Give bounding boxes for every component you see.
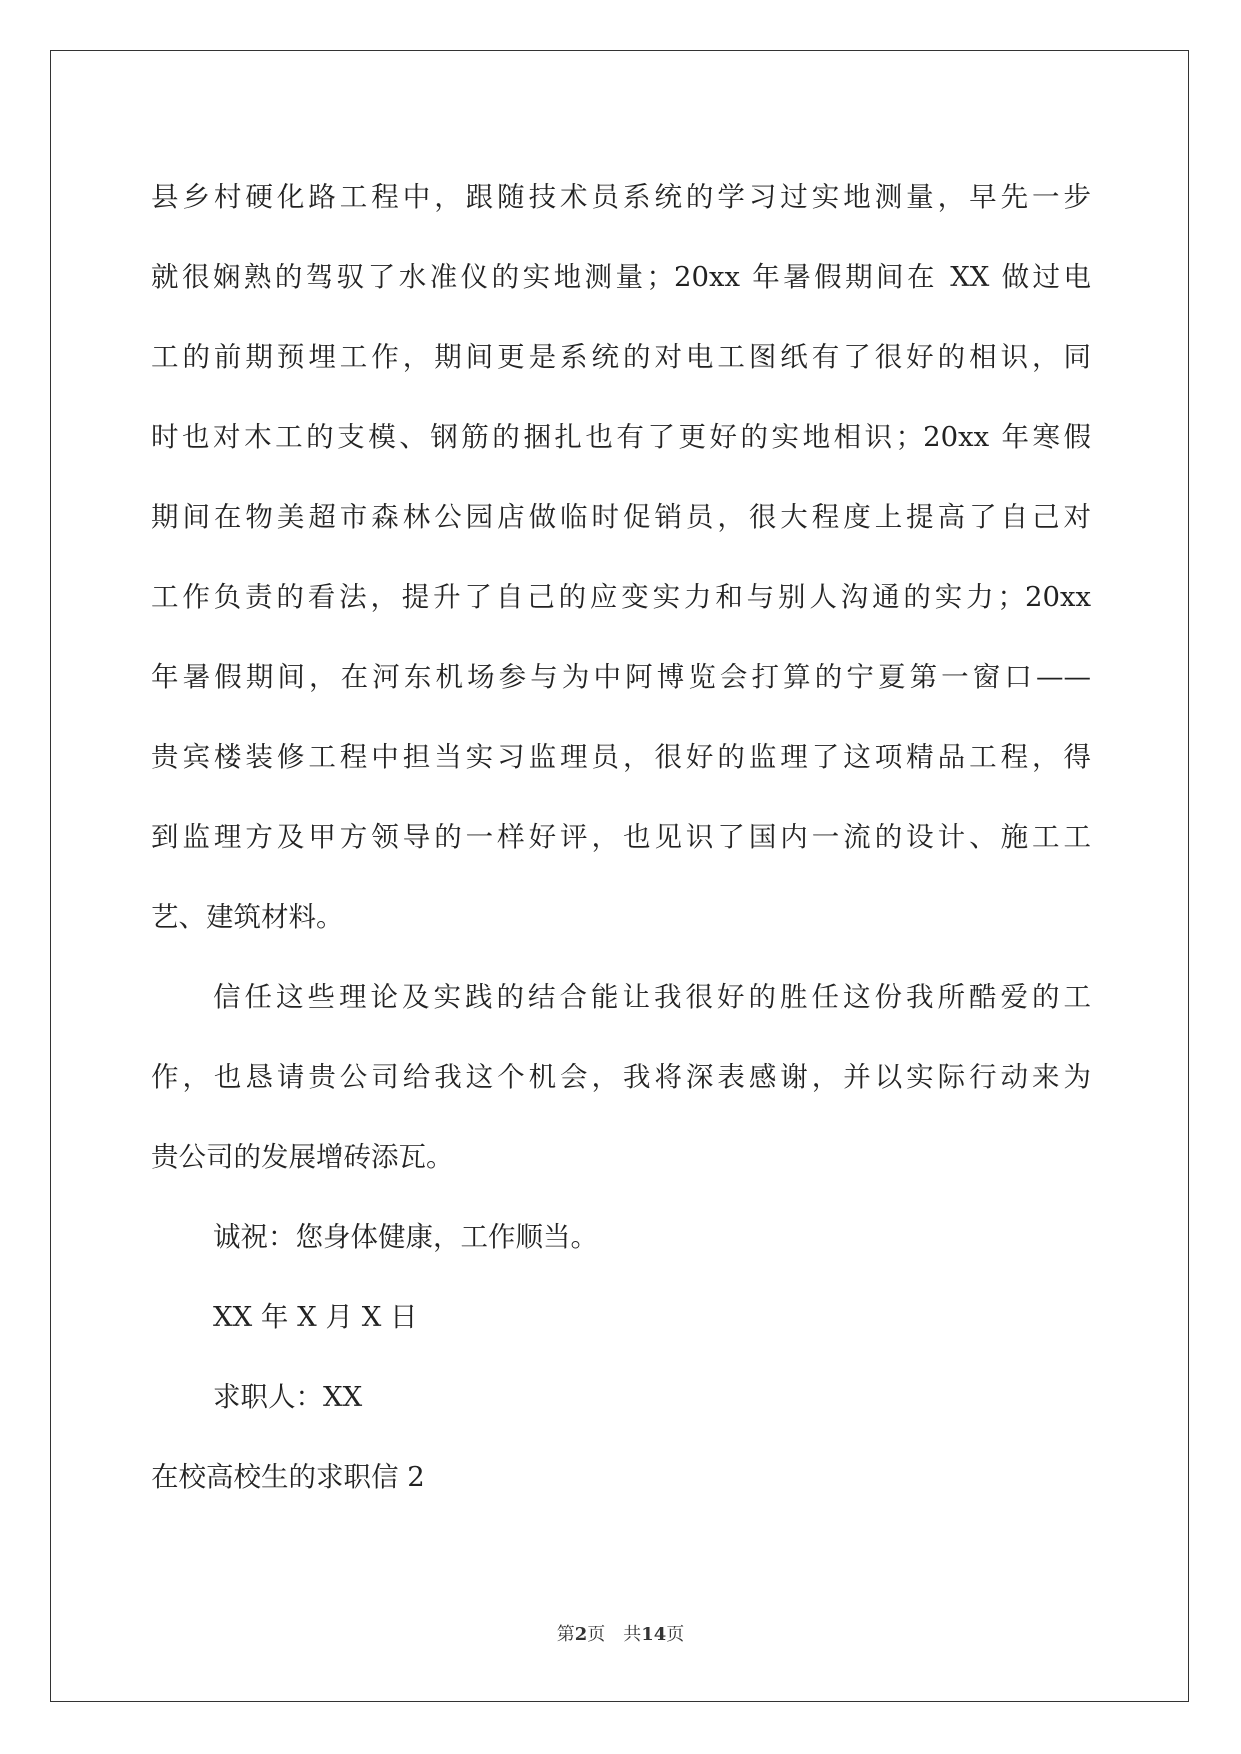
letter-date: XX 年 X 月 X 日: [213, 1301, 418, 1333]
page-total: 14: [641, 1624, 667, 1645]
text-line: 县乡村硬化路工程中，跟随技术员系统的学习过实地测量，早先一步: [151, 181, 1091, 213]
total-prefix: 共: [623, 1624, 642, 1645]
text-line: 信任这些理论及实践的结合能让我很好的胜任这份我所酷爱的工: [213, 981, 1091, 1013]
text-line: 到监理方及甲方领导的一样好评，也见识了国内一流的设计、施工工: [151, 821, 1091, 853]
text-line: 就很娴熟的驾驭了水准仪的实地测量；20xx 年暑假期间在 XX 做过电: [151, 261, 1091, 293]
paragraph-experience: [151, 157, 1091, 957]
text-line: 期间在物美超市森林公园店做临时促销员，很大程度上提高了自己对: [151, 501, 1091, 533]
closing-greeting: 诚祝：您身体健康，工作顺当。: [213, 1221, 598, 1253]
text-line: 作，也恳请贵公司给我这个机会，我将深表感谢，并以实际行动来为: [151, 1061, 1091, 1093]
text-line: 时也对木工的支模、钢筋的捆扎也有了更好的实地相识；20xx 年寒假: [151, 421, 1091, 453]
page-unit: 页: [587, 1624, 606, 1645]
text-line: 贵宾楼装修工程中担当实习监理员，很好的监理了这项精品工程，得: [151, 741, 1091, 773]
document-body: [151, 157, 1091, 1517]
applicant-signature: 求职人：XX: [213, 1381, 363, 1413]
page-current: 2: [574, 1624, 588, 1645]
paragraph-request: [151, 957, 1091, 1197]
page-prefix: 第: [556, 1624, 575, 1645]
text-line: 年暑假期间，在河东机场参与为中阿博览会打算的宁夏第一窗口——: [151, 661, 1091, 693]
total-unit: 页: [666, 1624, 685, 1645]
text-line: 工作负责的看法，提升了自己的应变实力和与别人沟通的实力；20xx: [151, 581, 1091, 613]
text-line: 艺、建筑材料。: [151, 901, 344, 933]
page-footer: [0, 1620, 1241, 1646]
text-line: 贵公司的发展增砖添瓦。: [151, 1141, 454, 1173]
next-letter-title: 在校高校生的求职信 2: [151, 1461, 425, 1493]
text-line: 工的前期预埋工作，期间更是系统的对电工图纸有了很好的相识，同: [151, 341, 1091, 373]
